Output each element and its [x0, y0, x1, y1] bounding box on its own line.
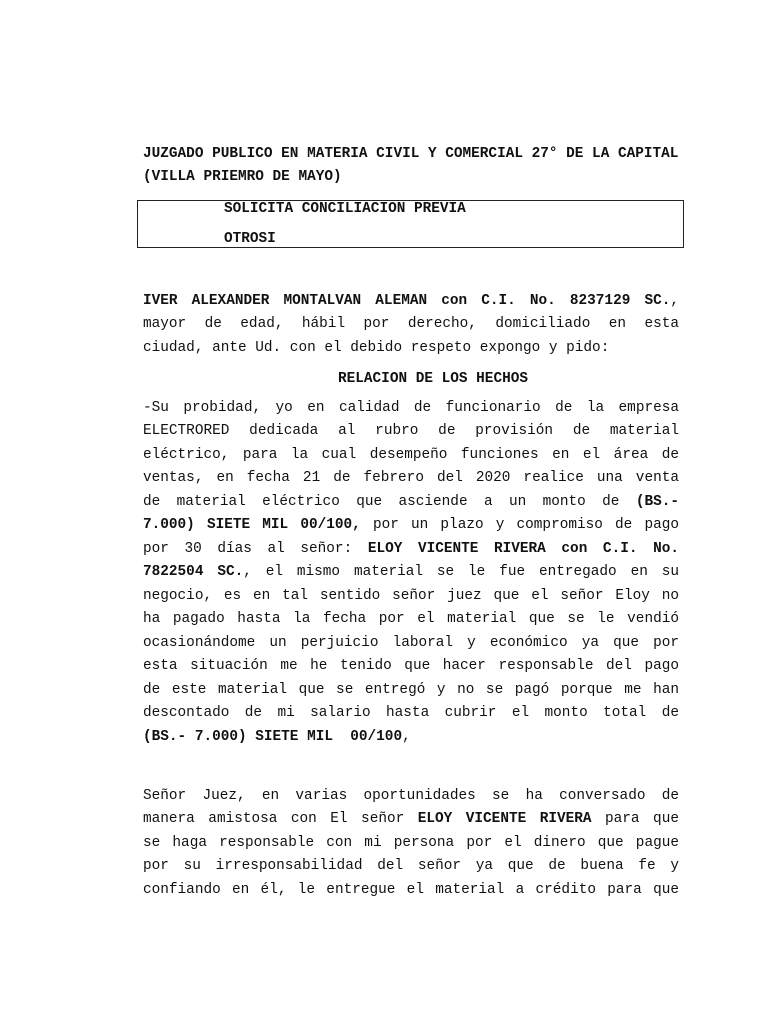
- judge-line2-end: para que: [591, 811, 679, 827]
- facts-line10: ha pagado hasta la fecha por el material que se le vendió: [143, 611, 679, 627]
- court-name-line1: JUZGADO PUBLICO EN MATERIA CIVIL Y COMERCIAL 27° DE LA CAPITAL: [143, 146, 679, 162]
- facts-line12: esta situación me he tenido que hacer responsable del pago: [143, 658, 679, 674]
- facts-line6-amount: 7.000) SIETE MIL 00/100,: [143, 517, 361, 533]
- judge-line2-text: manera amistosa con El señor: [143, 811, 418, 827]
- facts-line6-text: por un plazo y compromiso de pago: [360, 517, 679, 533]
- facts-line7-debtor: ELOY VICENTE RIVERA con C.I. No.: [367, 541, 679, 557]
- facts-line13: de este material que se entregó y no se pagó porque me han: [143, 682, 679, 698]
- facts-line15-comma: ,: [402, 729, 411, 745]
- facts-line15-amount: (BS.- 7.000) SIETE MIL 00/100: [143, 729, 403, 745]
- facts-line2: ELECTRORED dedicada al rubro de provisión de material: [143, 423, 679, 439]
- judge-line1: Señor Juez, en varias oportunidades se ha conversado de: [143, 788, 679, 804]
- party-name: IVER ALEXANDER MONTALVAN ALEMAN con C.I. No. 8237129 SC.: [143, 293, 671, 309]
- judge-line3: se haga responsable con mi persona por el dinero que pague: [143, 835, 679, 851]
- facts-line3: eléctrico, para la cual desempeño funciones en el área de: [143, 447, 679, 463]
- facts-line7-text: por 30 días al señor:: [143, 541, 368, 557]
- facts-line15: [143, 728, 411, 746]
- facts-line7: [143, 540, 679, 558]
- facts-line8-id: 7822504 SC.: [143, 564, 244, 580]
- subject-line1: SOLICITA CONCILIACION PREVIA: [224, 201, 466, 217]
- facts-line4: ventas, en fecha 21 de febrero del 2020 realice una venta: [143, 470, 679, 486]
- intro-line3: ciudad, ante Ud. con el debido respeto expongo y pido:: [143, 340, 610, 356]
- intro-line2: mayor de edad, hábil por derecho, domiciliado en esta: [143, 316, 679, 332]
- facts-line5-text: de material eléctrico que asciende a un monto de: [143, 494, 636, 510]
- facts-line8-text: , el mismo material se le fue entregado en su: [243, 564, 679, 580]
- judge-line5: confiando en él, le entregue el material a crédito para que: [143, 882, 679, 898]
- facts-line14: descontado de mi salario hasta cubrir el monto total de: [143, 705, 679, 721]
- court-name-line2: (VILLA PRIEMRO DE MAYO): [143, 169, 342, 185]
- facts-line8: [143, 563, 679, 581]
- facts-line5-amount: (BS.-: [635, 494, 679, 510]
- facts-line5: [143, 493, 679, 511]
- intro-comma: ,: [670, 293, 679, 309]
- section-title: RELACION DE LOS HECHOS: [338, 371, 528, 387]
- judge-line4: por su irresponsabilidad del señor ya que de buena fe y: [143, 858, 679, 874]
- facts-line11: ocasionándome un perjuicio laboral y económico ya que por: [143, 635, 679, 651]
- intro-line1: [143, 292, 679, 310]
- facts-line1: -Su probidad, yo en calidad de funcionario de la empresa: [143, 400, 679, 416]
- judge-line2-debtor: ELOY VICENTE RIVERA: [417, 811, 592, 827]
- facts-line9: negocio, es en tal sentido señor juez que el señor Eloy no: [143, 588, 679, 604]
- judge-line2: [143, 810, 679, 828]
- subject-line2: OTROSI: [224, 231, 276, 247]
- facts-line6: [143, 516, 679, 534]
